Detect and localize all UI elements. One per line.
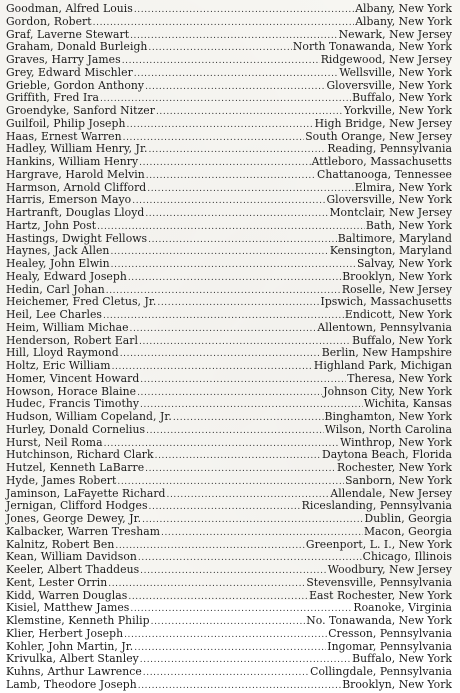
leader-dots: [157, 297, 319, 310]
entry-name: Groendyke, Sanford Nitzer: [6, 104, 155, 117]
entry-location: Albany, New York: [355, 2, 452, 15]
entry-name: Homer, Vincent Howard: [6, 371, 140, 385]
entry-name: Klier, Herbert Joseph: [6, 626, 124, 640]
entry-location: Newark, New Jersey: [338, 27, 452, 41]
entry-location: Cresson, Pennsylvania: [328, 626, 452, 640]
entry-location: Wichita, Kansas: [363, 397, 452, 411]
leader-dots: [126, 119, 313, 132]
leader-dots: [112, 361, 313, 374]
list-item: [6, 679, 452, 692]
list-item: [6, 424, 452, 437]
leader-dots: [148, 144, 326, 157]
entry-name: Hyde, James Robert: [6, 473, 117, 487]
entry-location: Brooklyn, New York: [342, 269, 452, 283]
list-item: [6, 258, 452, 271]
entry-location: South Orange, New Jersey: [305, 129, 452, 143]
entry-location: Rochester, New York: [337, 461, 452, 474]
entry-location: Bath, New York: [365, 218, 452, 232]
entry-location: Stevensville, Pennsylvania: [306, 575, 452, 589]
leader-dots: [134, 4, 354, 17]
list-item: [6, 67, 452, 80]
entry-location: Buffalo, New York: [352, 91, 452, 105]
list-item: [6, 309, 452, 322]
leader-dots: [140, 565, 327, 578]
entry-location: Ridgewood, New Jersey: [320, 53, 452, 66]
leader-dots: [130, 323, 317, 336]
leader-dots: [93, 17, 355, 30]
entry-location: Wilson, North Carolina: [324, 422, 452, 436]
entry-location: Ingomar, Pennsylvania: [327, 639, 452, 653]
entry-name: Hutchinson, Richard Clark: [6, 448, 154, 462]
leader-dots: [143, 667, 309, 680]
list-item: [6, 105, 452, 118]
entry-location: Roanoke, Virginia: [353, 601, 452, 615]
entry-name: Gordon, Robert: [6, 14, 92, 28]
entry-location: Kensington, Maryland: [329, 244, 452, 258]
leader-dots: [149, 501, 301, 514]
entry-name: Hastings, Dwight Fellows: [6, 231, 148, 245]
entry-name: Kohler, John Martin, Jr.: [6, 639, 134, 653]
leader-dots: [108, 578, 305, 591]
list-item: [6, 462, 452, 475]
entry-location: Chicago, Illinois: [362, 550, 452, 564]
entry-name: Howson, Horace Blaine: [6, 384, 137, 398]
leader-dots: [148, 42, 291, 55]
entry-location: Endicott, New York: [344, 308, 452, 321]
entry-name: Heichemer, Fred Cletus, Jr.: [6, 295, 157, 309]
entry-location: Montclair, New Jersey: [329, 206, 452, 219]
leader-dots: [120, 348, 321, 361]
entry-location: North Tonawanda, New York: [292, 40, 452, 54]
list-item: [6, 373, 452, 386]
leader-dots: [115, 540, 305, 553]
list-item: [6, 118, 452, 131]
entry-name: Hankins, William Henry: [6, 155, 139, 168]
leader-dots: [134, 68, 339, 81]
entry-name: Healey, John Elwin: [6, 257, 110, 270]
entry-name: Hargrave, Harold Melvin: [6, 167, 145, 181]
entry-name: Jones, George Dewey, Jr.: [6, 512, 142, 525]
list-item: [6, 169, 452, 182]
entry-name: Kalnitz, Robert Ben: [6, 537, 115, 551]
list-item: [6, 16, 452, 29]
entry-name: Haynes, Jack Allen: [6, 244, 110, 258]
entry-location: Albany, New York: [355, 14, 452, 28]
entry-location: Gloversville, New York: [326, 193, 452, 207]
entry-name: Heim, William Michae: [6, 320, 129, 334]
list-item: [6, 475, 452, 488]
entry-name: Hudson, William Copeland, Jr.: [6, 410, 172, 423]
list-item: [6, 615, 452, 628]
leader-dots: [111, 259, 356, 272]
entry-name: Hadley, William Henry, Jr.: [6, 142, 148, 156]
list-item: [6, 590, 452, 603]
name-location-list: [6, 3, 452, 692]
leader-dots: [132, 195, 325, 208]
entry-location: Johnson City, New York: [323, 384, 452, 398]
entry-location: Riceslanding, Pennsylvania: [301, 499, 452, 513]
entry-location: Allendale, New Jersey: [330, 486, 452, 500]
list-item: [6, 526, 452, 539]
entry-location: High Bridge, New Jersey: [314, 116, 452, 130]
leader-dots: [124, 629, 327, 642]
entry-location: Highland Park, Michigan: [313, 359, 452, 372]
entry-name: Jernigan, Clifford Hodges: [6, 499, 148, 513]
entry-location: Berlin, New Hampshire: [321, 346, 452, 360]
entry-location: Macon, Georgia: [363, 524, 452, 538]
entry-name: Hurst, Neil Roma: [6, 435, 103, 449]
entry-name: Griffith, Fred Ira: [6, 91, 99, 105]
list-item: [6, 641, 452, 654]
leader-dots: [147, 183, 354, 196]
entry-name: Holtz, Eric William: [6, 359, 111, 372]
entry-name: Healy, Edward Joseph: [6, 269, 127, 283]
list-item: [6, 3, 452, 16]
entry-location: Salvay, New York: [356, 257, 452, 270]
leader-dots: [145, 208, 328, 221]
leader-dots: [140, 374, 346, 387]
entry-name: Kean, William Davidson: [6, 550, 137, 564]
entry-name: Keeler, Albert Thaddeus: [6, 563, 140, 576]
entry-name: Kisiel, Matthew James: [6, 601, 130, 615]
leader-dots: [139, 157, 311, 170]
entry-location: Reading, Pennsylvania: [327, 142, 452, 156]
entry-name: Hill, Lloyd Raymond: [6, 346, 119, 360]
entry-name: Jaminson, LaFayette Richard: [6, 486, 166, 500]
leader-dots: [145, 463, 336, 476]
entry-name: Hartz, John Post: [6, 218, 97, 232]
leader-dots: [173, 412, 324, 425]
leader-dots: [123, 132, 305, 145]
list-item: [6, 271, 452, 284]
entry-location: Sanborn, New York: [345, 473, 452, 487]
entry-name: Grey, Edward Mischler: [6, 65, 133, 79]
entry-location: Theresa, New York: [347, 371, 452, 385]
leader-dots: [151, 616, 306, 629]
leader-dots: [146, 425, 324, 438]
list-item: [6, 602, 452, 615]
entry-location: Buffalo, New York: [352, 652, 452, 666]
entry-location: Binghamton, New York: [324, 410, 452, 423]
list-item: [6, 628, 452, 641]
entry-location: Daytona Beach, Florida: [322, 448, 452, 462]
entry-location: Attleboro, Massachusetts: [311, 155, 452, 168]
entry-location: Woodbury, New Jersey: [327, 563, 452, 576]
list-item: [6, 653, 452, 666]
entry-name: Lamb, Theodore Joseph: [6, 677, 137, 691]
list-item: [6, 207, 452, 220]
entry-location: Buffalo, New York: [352, 333, 452, 347]
leader-dots: [128, 272, 341, 285]
entry-location: Ipswich, Massachusetts: [320, 295, 452, 309]
leader-dots: [122, 55, 320, 68]
entry-name: Grieble, Gordon Anthony: [6, 78, 145, 92]
list-item: [6, 220, 452, 233]
entry-location: East Rochester, New York: [309, 588, 452, 602]
entry-name: Henderson, Robert Earl: [6, 333, 138, 347]
entry-location: Roselle, New Jersey: [341, 282, 452, 296]
entry-name: Krivulka, Albert Stanley: [6, 652, 139, 666]
leader-dots: [146, 170, 316, 183]
entry-location: Elmira, New York: [354, 180, 452, 194]
entry-location: Brooklyn, New York: [342, 677, 452, 691]
leader-dots: [103, 310, 344, 323]
entry-name: Guilfoil, Philip Joseph: [6, 116, 126, 130]
entry-name: Graf, Laverne Stewart: [6, 27, 130, 41]
entry-location: Dublin, Georgia: [364, 512, 452, 525]
list-item: [6, 577, 452, 590]
leader-dots: [128, 591, 308, 604]
entry-name: Hartranft, Douglas Lloyd: [6, 206, 145, 219]
entry-name: Kidd, Warren Douglas: [6, 588, 128, 602]
entry-location: Gloversville, New York: [326, 78, 452, 92]
entry-name: Kalbacker, Warren Tresham: [6, 524, 160, 538]
entry-name: Hudec, Francis Timothy: [6, 397, 139, 411]
list-item: [6, 411, 452, 424]
entry-location: Baltimore, Maryland: [337, 231, 452, 245]
leader-dots: [148, 234, 337, 247]
list-item: [6, 513, 452, 526]
entry-location: Greenport, L. I., New York: [305, 537, 452, 551]
entry-location: Yorkville, New York: [344, 104, 452, 117]
entry-name: Harmson, Arnold Clifford: [6, 180, 147, 194]
list-item: [6, 360, 452, 373]
leader-dots: [134, 642, 326, 655]
entry-name: Kent, Lester Orrin: [6, 575, 108, 589]
entry-name: Klemstine, Kenneth Philip: [6, 614, 150, 627]
entry-name: Graham, Donald Burleigh: [6, 40, 148, 54]
leader-dots: [139, 336, 351, 349]
entry-name: Haas, Ernest Warren: [6, 129, 122, 143]
entry-name: Harris, Emerson Mayo: [6, 193, 132, 207]
leader-dots: [110, 246, 328, 259]
leader-dots: [145, 81, 325, 94]
entry-location: Wellsville, New York: [339, 65, 452, 79]
entry-name: Hurley, Donald Cornelius: [6, 422, 146, 436]
entry-name: Graves, Harry James: [6, 53, 121, 66]
list-item: [6, 54, 452, 67]
entry-name: Hutzel, Kenneth LaBarre: [6, 461, 145, 474]
entry-location: Chattanooga, Tennessee: [317, 167, 452, 181]
list-item: [6, 322, 452, 335]
entry-location: No. Tonawanda, New York: [306, 614, 452, 627]
entry-name: Hedin, Carl Johan: [6, 282, 105, 296]
entry-location: Winthrop, New York: [340, 435, 452, 449]
entry-location: Allentown, Pennsylvania: [317, 320, 452, 334]
leader-dots: [155, 450, 321, 463]
entry-name: Goodman, Alfred Louis: [6, 2, 133, 15]
entry-location: Collingdale, Pennsylvania: [310, 665, 452, 678]
list-item: [6, 666, 452, 679]
list-item: [6, 156, 452, 169]
entry-name: Heil, Lee Charles: [6, 308, 103, 321]
leader-dots: [138, 680, 341, 693]
entry-name: Kuhns, Arthur Lawrence: [6, 665, 142, 678]
leader-dots: [142, 514, 363, 527]
leader-dots: [137, 387, 322, 400]
list-item: [6, 564, 452, 577]
